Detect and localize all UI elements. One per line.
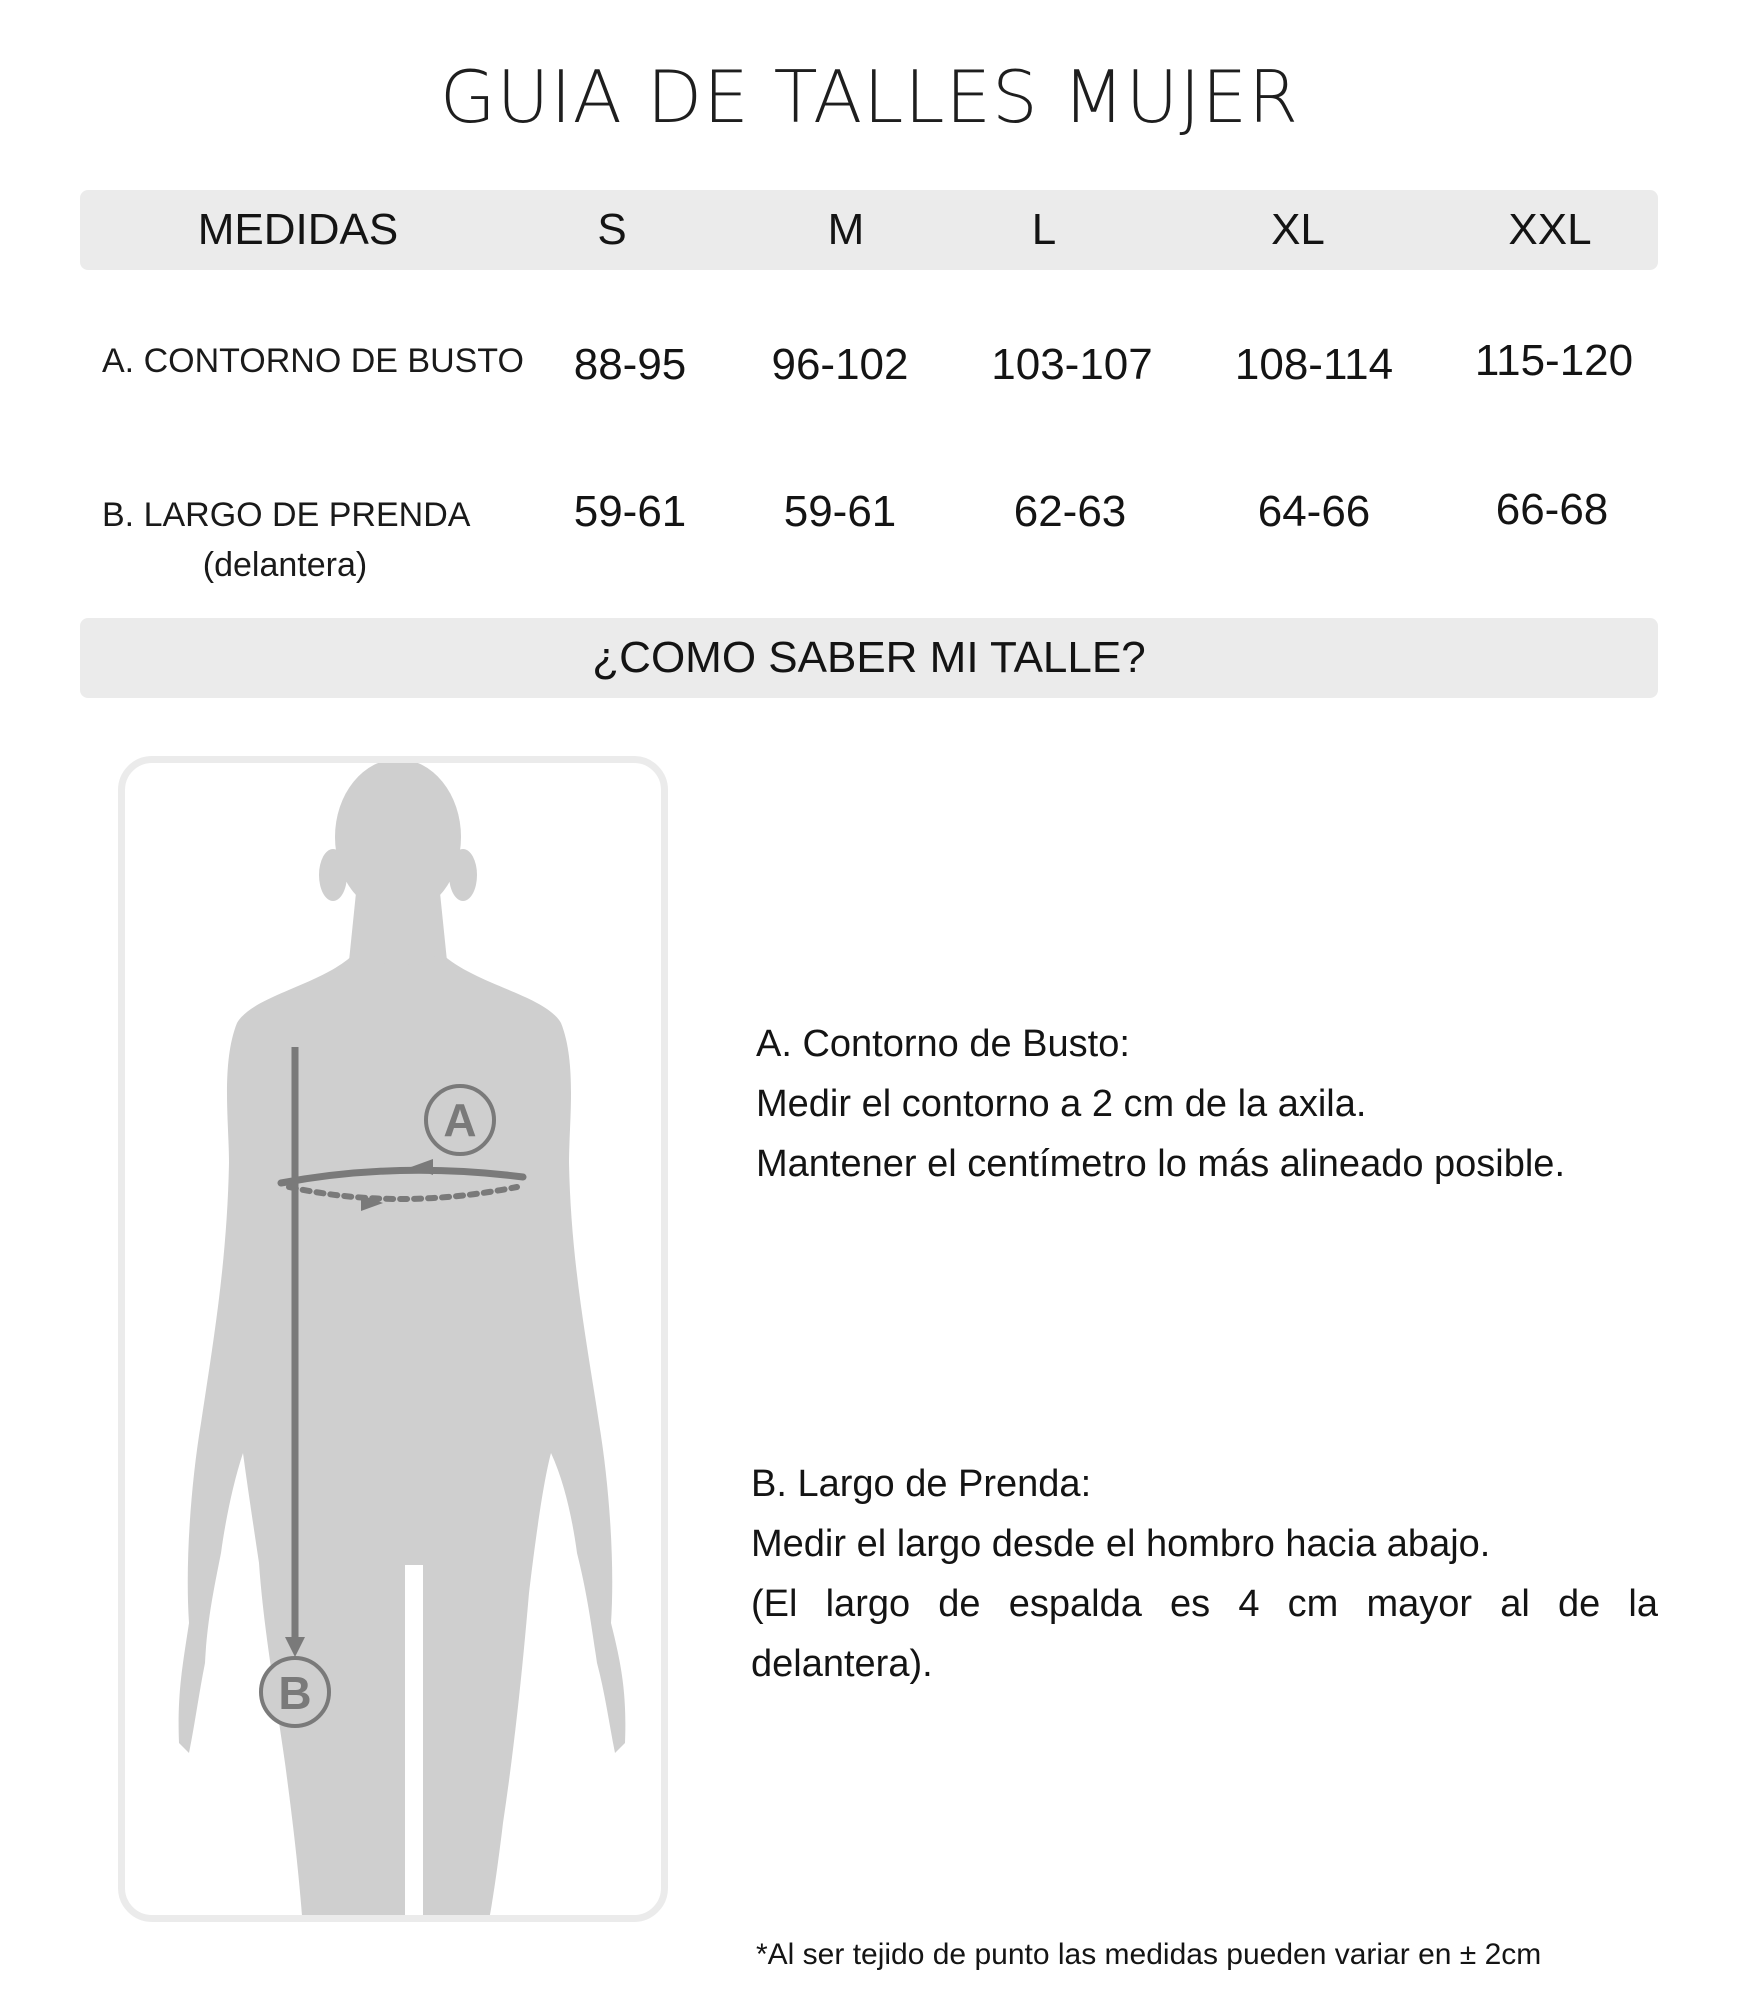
silhouette-icon — [179, 763, 626, 1922]
table-cell: 66-68 — [1495, 485, 1609, 534]
header-size-s: S — [597, 205, 627, 254]
table-cell: 103-107 — [991, 340, 1153, 389]
body-measurement-figure — [118, 756, 668, 1922]
length-instructions — [751, 1454, 1658, 1694]
table-cell: 88-95 — [573, 340, 687, 389]
table-cell: 115-120 — [1474, 336, 1634, 385]
bust-instructions — [756, 1014, 1565, 1194]
table-cell: 59-61 — [573, 487, 687, 536]
size-table-header — [80, 190, 1658, 270]
table-cell: 64-66 — [1257, 487, 1371, 536]
row-label-length: B. LARGO DE PRENDA — [102, 496, 471, 534]
bust-instructions-line: Mantener el centímetro lo más alineado posible. — [756, 1143, 1566, 1185]
table-cell: 96-102 — [771, 340, 909, 389]
length-instructions-line: Medir el largo desde el hombro hacia abajo. — [751, 1523, 1491, 1565]
header-size-m: M — [827, 205, 865, 254]
marker-b-label: B — [278, 1667, 312, 1719]
body-silhouette-illustration — [125, 763, 668, 1922]
table-cell: 108-114 — [1234, 340, 1394, 389]
length-instructions-note: (El largo de espalda es 4 cm mayor al de la delantera). — [751, 1583, 1658, 1685]
tolerance-footnote: *Al ser tejido de punto las medidas pueden variar en ± 2cm — [756, 1938, 1542, 1971]
header-size-xxl: XXL — [1508, 205, 1592, 254]
header-medidas: MEDIDAS — [197, 205, 399, 254]
how-to-heading: ¿COMO SABER MI TALLE? — [80, 618, 1658, 698]
page-title: GUIA DE TALLES MUJER — [439, 55, 1300, 139]
bust-instructions-line: Medir el contorno a 2 cm de la axila. — [756, 1083, 1367, 1125]
header-size-xl: XL — [1271, 205, 1325, 254]
length-instructions-title: B. Largo de Prenda: — [751, 1463, 1092, 1505]
table-cell: 59-61 — [783, 487, 897, 536]
row-sublabel-front: (delantera) — [202, 546, 368, 584]
marker-a-label: A — [443, 1094, 477, 1146]
header-size-l: L — [1031, 205, 1057, 254]
row-label-bust: A. CONTORNO DE BUSTO — [102, 342, 524, 380]
table-cell: 62-63 — [1013, 487, 1127, 536]
bust-instructions-title: A. Contorno de Busto: — [756, 1023, 1130, 1065]
